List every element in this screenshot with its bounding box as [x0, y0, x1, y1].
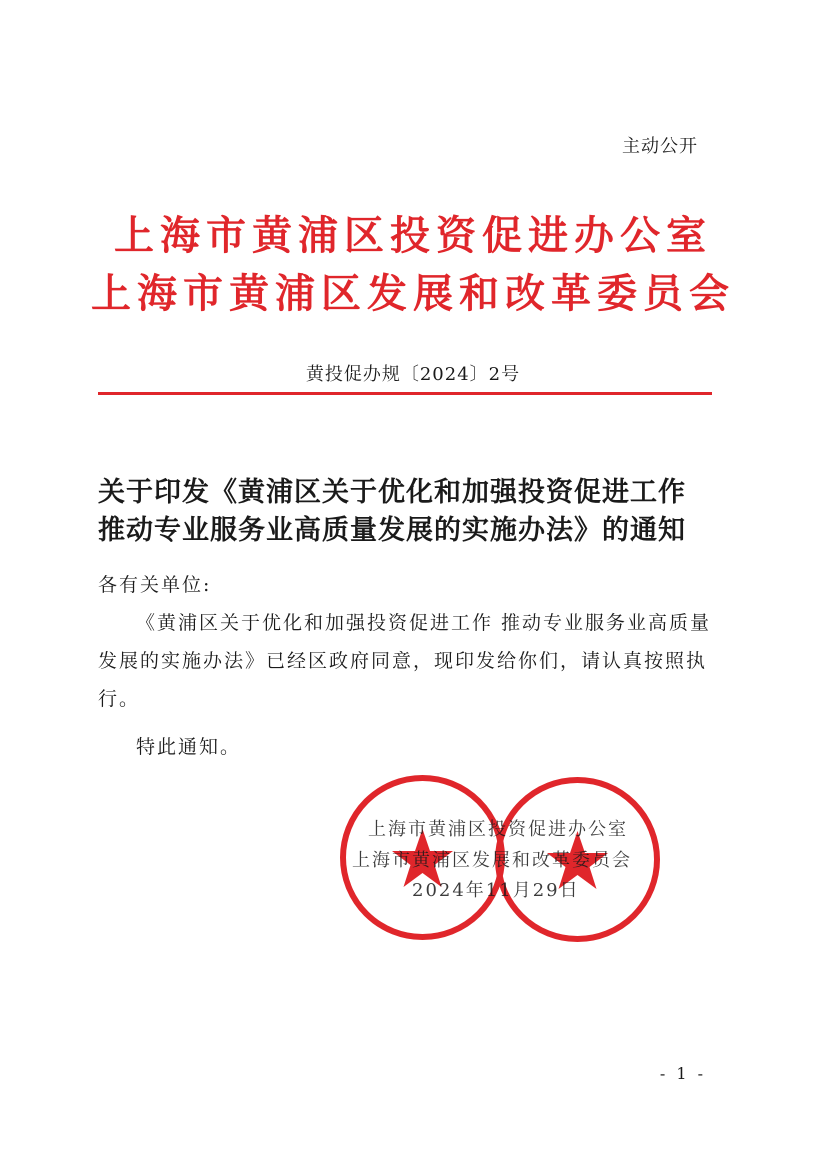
red-divider — [98, 392, 712, 395]
disclosure-label: 主动公开 — [622, 136, 698, 157]
issuer-line-1: 上海市黄浦区投资促进办公室 — [114, 212, 712, 259]
closing-text: 特此通知。 — [136, 736, 242, 758]
issuer-line-2: 上海市黄浦区发展和改革委员会 — [91, 270, 735, 317]
salutation: 各有关单位: — [98, 574, 212, 596]
body-paragraph: 《黄浦区关于优化和加强投资促进工作 推动专业服务业高质量发展的实施办法》已经区政府同意，现印发给你们，请认真按照执行。 — [98, 612, 712, 710]
signature-org-1: 上海市黄浦区投资促进办公室 — [368, 819, 628, 840]
signature-org-2: 上海市黄浦区发展和改革委员会 — [352, 850, 632, 871]
page-number: - 1 - — [659, 1064, 706, 1083]
signature-date: 2024年11月29日 — [412, 880, 580, 901]
document-number: 黄投促办规〔2024〕2号 — [305, 364, 521, 385]
document-title-line-1: 关于印发《黄浦区关于优化和加强投资促进工作 — [98, 477, 686, 508]
document-title-line-2: 推动专业服务业高质量发展的实施办法》的通知 — [98, 515, 686, 546]
